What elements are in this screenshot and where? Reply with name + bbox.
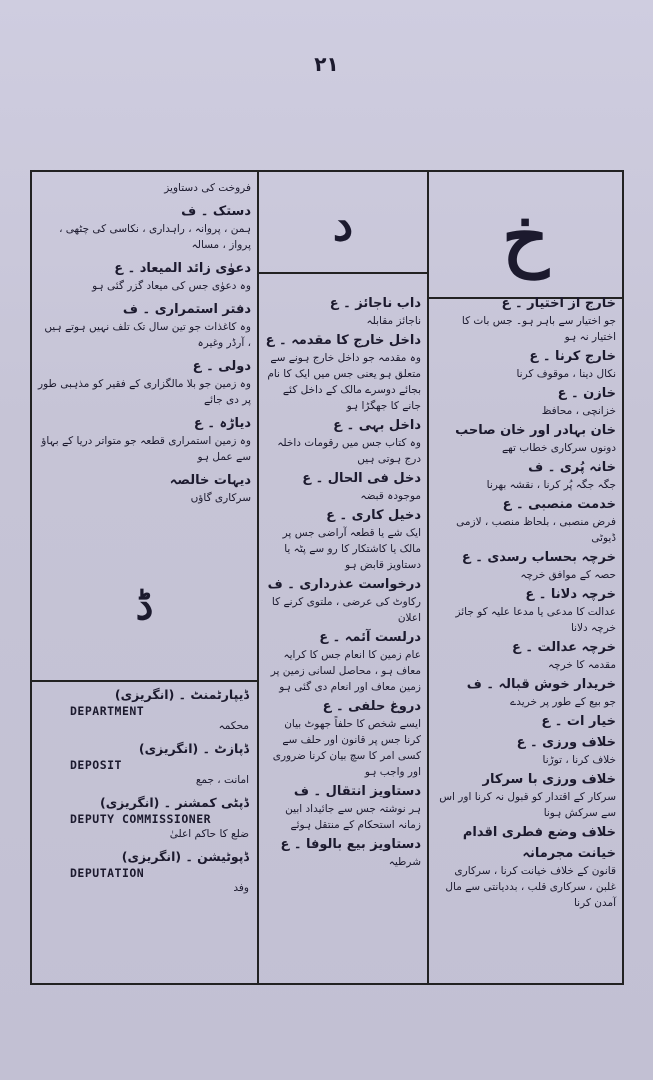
dictionary-entry <box>435 294 616 345</box>
dictionary-entry <box>435 548 616 583</box>
entry-headword: دفتر استمراری ۔ ف <box>122 302 251 317</box>
dictionary-entry <box>38 202 251 253</box>
entry-gloss: ہمن ، پروانہ ، راہداری ، نکاسی کی چٹھی ، پرواز ، مسالہ <box>59 223 251 251</box>
dictionary-entry <box>265 416 421 467</box>
entry-gloss: خزانچی ، محافظ <box>541 405 616 417</box>
dictionary-entry <box>435 638 616 673</box>
english-loanword-entry <box>40 848 249 896</box>
entry-headword: درلست آئمہ ۔ ع <box>319 630 421 645</box>
entry-gloss: مقدمہ کا خرچہ <box>547 659 616 671</box>
dictionary-entry <box>435 347 616 382</box>
entry-gloss: ضلع کا حاکم اعلیٰ <box>169 828 249 840</box>
dictionary-entry <box>38 357 251 408</box>
dictionary-entry <box>435 585 616 636</box>
entry-gloss: وہ زمین استمراری قطعہ جو متواتر دریا کے بہاؤ سے عمل ہو <box>41 435 251 463</box>
dictionary-entry <box>38 471 251 506</box>
entry-headword: داخل خارج کا مقدمہ ۔ ع <box>265 333 421 348</box>
entry-gloss: عدالت کا مدعی یا مدعا علیہ کو جائز خرچہ دلانا <box>455 606 616 634</box>
dictionary-entry <box>435 384 616 419</box>
english-term: DEPUTATION <box>70 866 145 880</box>
dictionary-entry <box>265 628 421 695</box>
entry-headword: دخیل کاری ۔ ع <box>326 508 421 523</box>
dictionary-entry <box>435 495 616 546</box>
dictionary-entry <box>265 782 421 833</box>
entry-headword: دستک ۔ ف <box>181 204 251 219</box>
letter-heading-d: د <box>259 177 427 274</box>
entry-headword: دیاڑہ ۔ ع <box>193 416 251 431</box>
entry-headword: خیانت مجرمانہ <box>522 846 616 861</box>
dictionary-entry <box>38 300 251 351</box>
dictionary-entry <box>265 506 421 573</box>
entry-headword: درخواست عذرداری ۔ ف <box>267 577 421 592</box>
entry-gloss: فروخت کی دستاویز <box>164 182 251 194</box>
entry-headword: داب ناجائز ۔ ع <box>329 296 421 311</box>
entry-headword: خلاف ورزی با سرکار <box>482 772 616 787</box>
entry-gloss: سرکار کے اقتدار کو قبول نہ کرنا اور اس سے سرکش ہونا <box>439 791 616 819</box>
entry-headword: ڈپٹی کمشنر ۔ (انگریزی) <box>99 795 249 810</box>
entry-gloss: ایسے شخص کا حلفاً جھوٹ بیان کرنا جس پر قانون اور حلف سے کسی امر کا سچ بیان کرنا ضروری اور واجب ہو <box>272 718 421 778</box>
dictionary-entry <box>435 675 616 710</box>
entry-headword: خارج کرنا ۔ ع <box>529 349 616 364</box>
english-loanword-entry <box>40 686 249 734</box>
column-d <box>257 172 427 983</box>
entry-gloss: امانت ، جمع <box>195 774 249 786</box>
entry-headword: دستاویز بیع بالوفا ۔ ع <box>280 837 421 852</box>
dictionary-entry <box>265 331 421 414</box>
entry-headword: داخل بہی ۔ ع <box>333 418 421 433</box>
entries-d <box>265 294 421 872</box>
entry-headword: خانہ پُری ۔ ف <box>528 460 616 475</box>
entry-gloss: وہ مقدمہ جو داخل خارج ہونے سے متعلق ہو یعنی جس میں ایک کا نام بجائے دوسرے مالک کے داخل کئے جانے کا جھگڑا ہو <box>267 352 421 412</box>
entry-headword: خان بہادر اور خان صاحب <box>455 423 616 438</box>
entry-headword: خرچہ دلانا ۔ ع <box>525 587 616 602</box>
entry-headword: خازن ۔ ع <box>557 386 616 401</box>
entry-headword: خلاف وضع فطری اقدام <box>462 825 616 840</box>
entry-gloss: جو بیع کے طور پر خریدے <box>510 696 616 708</box>
entry-gloss: رکاوٹ کی عرضی ، ملتوی کرنے کا اعلان <box>271 596 421 624</box>
entry-headword: دعوٰی زائد المیعاد ۔ ع <box>114 261 251 276</box>
entry-gloss: خلاف کرنا ، توڑنا <box>542 754 616 766</box>
entry-gloss: نکال دینا ، موقوف کرنا <box>516 368 616 380</box>
dictionary-entry <box>435 844 616 911</box>
dictionary-frame <box>30 170 624 985</box>
dictionary-entry <box>38 180 251 196</box>
dictionary-entry <box>435 770 616 821</box>
entry-gloss: وہ زمین جو بلا مالگزاری کے فقیر کو مذہبی طور پر دی جائے <box>38 378 251 406</box>
entry-headword: دیہات خالصہ <box>169 473 251 488</box>
dictionary-entry <box>435 733 616 768</box>
dictionary-entry <box>435 712 616 731</box>
column-left <box>32 172 257 983</box>
letter-heading-kh: خ <box>429 177 622 299</box>
dictionary-entry <box>265 575 421 626</box>
entry-gloss: شرطیہ <box>388 856 421 868</box>
english-loanword-entry <box>40 794 249 842</box>
dictionary-entry <box>265 294 421 329</box>
entry-headword: خدمت منصبی ۔ ع <box>502 497 616 512</box>
entry-headword: ڈپوٹیشن ۔ (انگریزی) <box>121 849 249 864</box>
entry-headword: ڈپازٹ ۔ (انگریزی) <box>138 741 249 756</box>
column-kh <box>427 172 622 983</box>
entry-gloss: موجودہ قبضہ <box>360 490 421 502</box>
entry-headword: خلاف ورزی ۔ ع <box>516 735 616 750</box>
dictionary-entry <box>265 697 421 780</box>
entry-headword: خیار ات ۔ ع <box>541 714 616 729</box>
english-loanword-entry <box>40 740 249 788</box>
english-entries-box <box>32 680 257 983</box>
dictionary-entry <box>38 259 251 294</box>
dictionary-entry <box>435 823 616 842</box>
entry-headword: خارج از اختیار ۔ ع <box>501 296 616 311</box>
entry-gloss: فرض منصبی ، بلحاظ منصب ، لازمی ڈیوٹی <box>456 516 616 544</box>
entries-dal-continued <box>38 180 251 512</box>
english-term: DEPUTY COMMISSIONER <box>70 812 212 826</box>
dictionary-entry <box>38 414 251 465</box>
entry-gloss: قانون کے خلاف خیانت کرنا ، سرکاری غلبن ، سرکاری قلب ، بددیانتی سے مال آمدن کرنا <box>445 865 616 909</box>
entry-headword: خرچہ بحساب رسدی ۔ ع <box>461 550 616 565</box>
entries-kh <box>435 294 616 913</box>
entry-gloss: سرکاری گاؤں <box>190 492 251 504</box>
entry-gloss: وہ کتاب جس میں رقومات داخلہ درج ہوتی ہیں <box>277 437 421 465</box>
entry-headword: ڈیپارٹمنٹ ۔ (انگریزی) <box>114 687 249 702</box>
english-term: DEPARTMENT <box>70 704 145 718</box>
entry-headword: دروغ حلفی ۔ ع <box>322 699 421 714</box>
entry-gloss: وفد <box>233 882 249 894</box>
entry-gloss: وہ دعوٰی جس کی میعاد گزر گئی ہو <box>92 280 251 292</box>
entry-gloss: جو اختیار سے باہر ہو۔ جس بات کا اختیار نہ ہو <box>461 315 616 343</box>
letter-heading-ddal: ڈ <box>135 582 154 629</box>
entry-headword: خریدار خوش قبالہ ۔ ف <box>466 677 616 692</box>
page-number: ۲۱ <box>314 52 339 76</box>
dictionary-entry <box>265 835 421 870</box>
entry-headword: دولی ۔ ع <box>192 359 251 374</box>
entry-gloss: ناجائز مقابلہ <box>366 315 421 327</box>
entry-headword: خرچہ عدالت ۔ ع <box>511 640 616 655</box>
entry-gloss: وہ کاغذات جو تین سال تک تلف نہیں ہوتے ہیں ، آرڈر وغیرہ <box>44 321 251 349</box>
entry-gloss: ایک شے یا قطعہ آراضی جس پر مالک یا کاشتکار کا رو سے پٹہ یا دستاویز قابض ہو <box>282 527 421 571</box>
entry-gloss: محکمہ <box>218 720 249 732</box>
dictionary-entry <box>435 421 616 456</box>
entry-gloss: عام زمین کا انعام جس کا کرایہ معاف ہو ، محاصل لسانی زمین پر زمین معاف اور انعام دی گئی ہو <box>270 649 421 693</box>
entry-gloss: ہر نوشتہ جس سے جائیداد ابین زمانہ استحکام کے منتقل ہوئے <box>285 803 421 831</box>
entry-gloss: حصہ کے موافق خرچہ <box>520 569 616 581</box>
dictionary-entry <box>265 469 421 504</box>
entry-headword: دستاویز انتقال ۔ ف <box>293 784 421 799</box>
entry-gloss: جگہ جگہ پُر کرنا ، نقشہ بھرنا <box>486 479 616 491</box>
entry-headword: دخل فی الحال ۔ ع <box>302 471 421 486</box>
entry-gloss: دونوں سرکاری خطاب تھے <box>502 442 616 454</box>
dictionary-entry <box>435 458 616 493</box>
english-term: DEPOSIT <box>70 758 122 772</box>
